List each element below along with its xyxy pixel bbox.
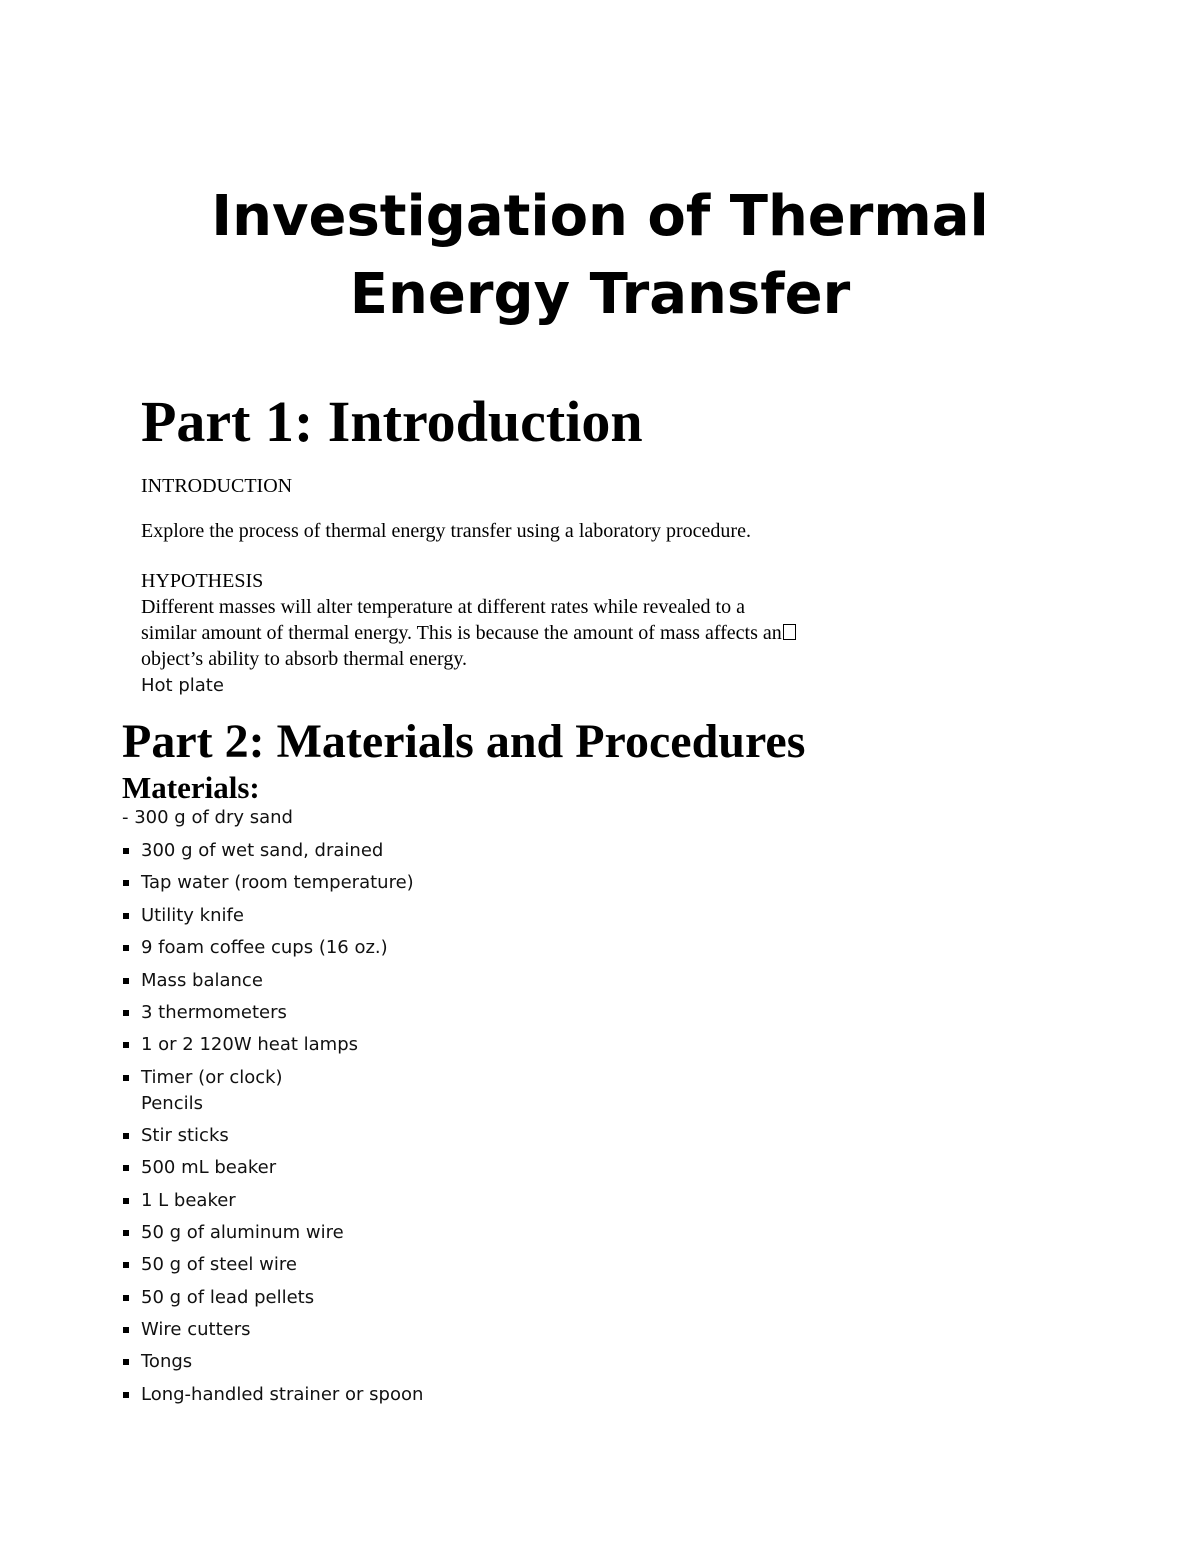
bullet-icon xyxy=(123,1133,129,1139)
list-item xyxy=(122,1155,423,1187)
hypothesis-line-2: similar amount of thermal energy. This is because the amount of mass affects an xyxy=(141,622,782,644)
missing-glyph-box xyxy=(783,624,796,640)
list-item xyxy=(122,1065,423,1123)
material-label: Tongs xyxy=(141,1351,193,1373)
list-item xyxy=(122,935,423,967)
list-item xyxy=(122,1188,423,1220)
list-item xyxy=(122,1032,423,1064)
bullet-icon xyxy=(123,913,129,919)
bullet-icon xyxy=(123,978,129,984)
bullet-icon xyxy=(123,1198,129,1204)
bullet-icon xyxy=(123,1075,129,1081)
first-material-item: - 300 g of dry sand xyxy=(122,807,293,828)
material-label: 50 g of steel wire xyxy=(141,1254,297,1276)
material-label: Stir sticks xyxy=(141,1124,229,1146)
material-label: Timer (or clock) xyxy=(141,1066,283,1088)
list-item xyxy=(122,903,423,935)
material-continuation: Pencils xyxy=(141,1092,203,1114)
list-item xyxy=(122,1349,423,1381)
introduction-label: INTRODUCTION xyxy=(141,475,293,497)
bullet-icon xyxy=(123,945,129,951)
material-label: Utility knife xyxy=(141,904,244,926)
material-label: 9 foam coffee cups (16 oz.) xyxy=(141,937,388,959)
material-label: 500 mL beaker xyxy=(141,1157,277,1179)
document-title-line-2: Energy Transfer xyxy=(349,262,851,327)
material-label: 1 or 2 120W heat lamps xyxy=(141,1034,359,1056)
bullet-icon xyxy=(123,1392,129,1398)
material-label: 3 thermometers xyxy=(141,1001,287,1023)
material-label: 300 g of wet sand, drained xyxy=(141,840,384,861)
list-item xyxy=(122,838,423,870)
list-item xyxy=(122,968,423,1000)
list-item xyxy=(122,1123,423,1155)
hot-plate-text: Hot plate xyxy=(141,675,224,696)
bullet-icon xyxy=(123,1010,129,1016)
materials-heading: Materials: xyxy=(122,770,260,805)
hypothesis-line-3: object’s ability to absorb thermal energy. xyxy=(141,648,468,670)
list-item xyxy=(122,1252,423,1284)
list-item xyxy=(122,870,423,902)
material-label: Long-handled strainer or spoon xyxy=(141,1383,424,1405)
bullet-icon xyxy=(123,1230,129,1236)
list-item xyxy=(122,1285,423,1317)
list-item xyxy=(122,1220,423,1252)
bullet-icon xyxy=(123,1327,129,1333)
material-label: 50 g of aluminum wire xyxy=(141,1221,344,1243)
list-item xyxy=(122,1382,423,1414)
list-item xyxy=(122,1000,423,1032)
bullet-icon xyxy=(123,848,129,854)
hypothesis-label: HYPOTHESIS xyxy=(141,570,264,592)
bullet-icon xyxy=(123,1359,129,1365)
part1-heading: Part 1: Introduction xyxy=(141,389,643,454)
hypothesis-section xyxy=(141,568,901,672)
part2-heading: Part 2: Materials and Procedures xyxy=(122,715,806,768)
materials-list xyxy=(122,838,423,1414)
bullet-icon xyxy=(123,1042,129,1048)
material-label: 50 g of lead pellets xyxy=(141,1286,315,1308)
introduction-text: Explore the process of thermal energy transfer using a laboratory procedure. xyxy=(141,520,751,542)
bullet-icon xyxy=(123,880,129,886)
material-label: Mass balance xyxy=(141,969,263,991)
bullet-icon xyxy=(123,1295,129,1301)
bullet-icon xyxy=(123,1262,129,1268)
hypothesis-line-2-wrap xyxy=(141,620,901,646)
material-label: Tap water (room temperature) xyxy=(141,872,414,894)
list-item xyxy=(122,1317,423,1349)
material-label: Wire cutters xyxy=(141,1319,251,1341)
hypothesis-line-1: Different masses will alter temperature at different rates while revealed to a xyxy=(141,596,745,618)
bullet-icon xyxy=(123,1165,129,1171)
document-title xyxy=(0,178,1200,334)
document-title-line-1: Investigation of Thermal xyxy=(211,184,989,249)
material-label: 1 L beaker xyxy=(141,1189,236,1211)
